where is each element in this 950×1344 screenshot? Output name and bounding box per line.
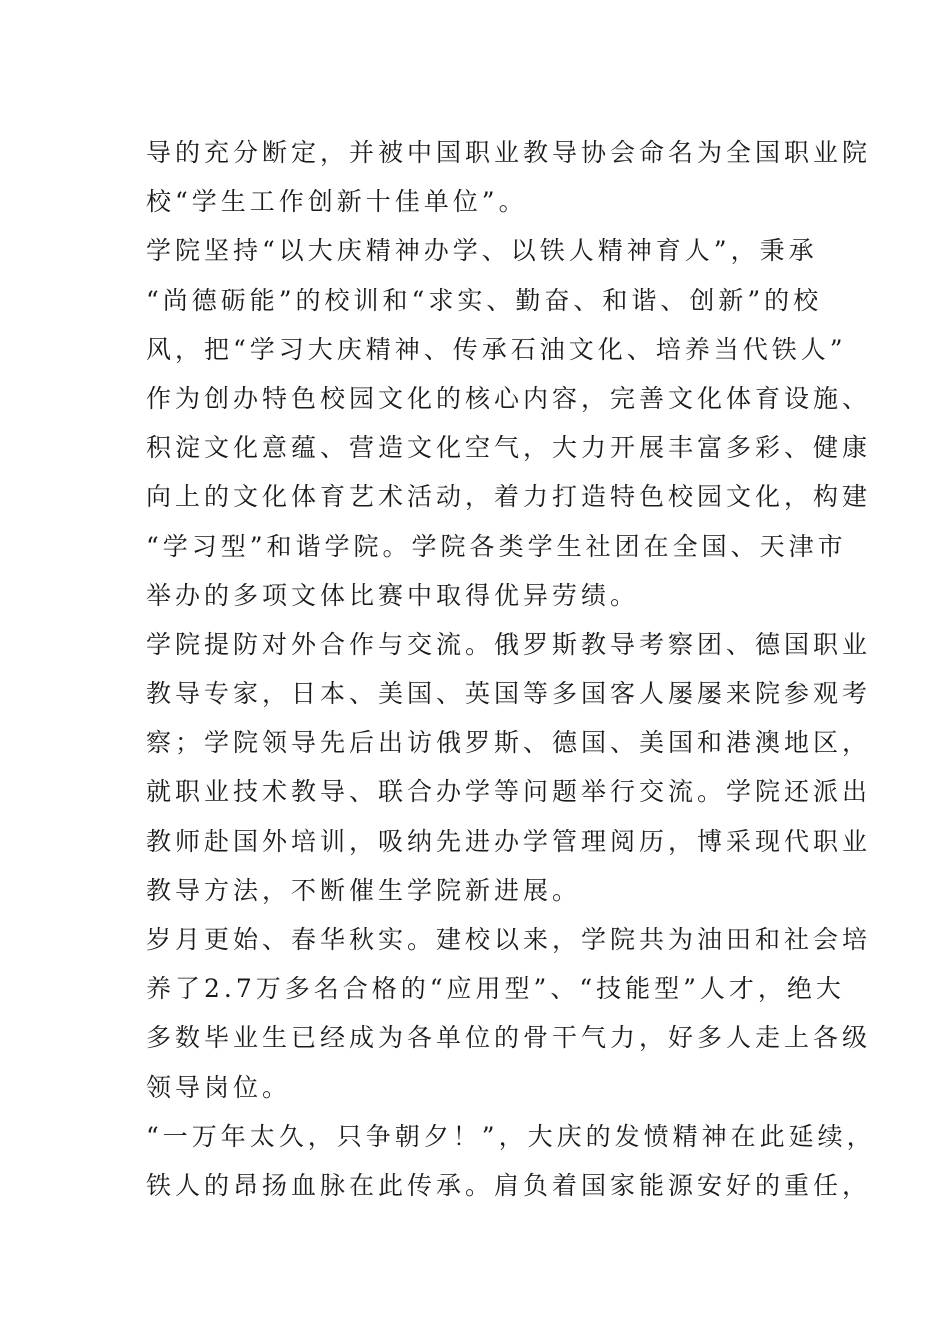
text-line: 导的充分断定，并被中国职业教导协会命名为全国职业院: [146, 138, 872, 167]
paragraph-1: [146, 128, 872, 226]
text-line: 教师赴国外培训，吸纳先进办学管理阅历，博采现代职业: [146, 826, 872, 856]
text-line: 领导岗位。: [146, 1072, 292, 1102]
paragraph-3: [146, 620, 872, 915]
text-line: “一万年太久，只争朝夕！”，大庆的发愤精神在此延续，: [146, 1121, 876, 1151]
text-line: 向上的文化体育艺术活动，着力打造特色校园文化，构建: [146, 482, 872, 512]
document-body: [146, 128, 876, 1210]
text-line: 举办的多项文体比赛中取得优异劳绩。: [146, 580, 640, 610]
text-line: “学习型”和谐学院。学院各类学生社团在全国、天津市: [146, 531, 847, 561]
text-line: 教导专家，日本、美国、英国等多国客人屡屡来院参观考: [146, 679, 872, 709]
text-line: 养了2.7万多名合格的“应用型”、“技能型”人才，绝大: [146, 974, 845, 1004]
text-line: “尚德砺能”的校训和“求实、勤奋、和谐、创新”的校: [146, 285, 823, 315]
text-line: 风，把“学习大庆精神、传承石油文化、培养当代铁人”: [146, 334, 847, 364]
text-line: 校“学生工作创新十佳单位”。: [146, 187, 528, 217]
text-line: 学院提防对外合作与交流。俄罗斯教导考察团、德国职业: [146, 629, 872, 659]
text-line: 岁月更始、春华秋实。建校以来，学院共为油田和社会培: [146, 925, 872, 954]
text-line: 积淀文化意蕴、营造文化空气，大力开展丰富多彩、健康: [146, 433, 872, 463]
text-line: 铁人的昂扬血脉在此传承。肩负着国家能源安好的重任，: [146, 1170, 872, 1200]
text-line: 就职业技术教导、联合办学等问题举行交流。学院还派出: [146, 777, 872, 807]
text-line: 多数毕业生已经成为各单位的骨干气力，好多人走上各级: [146, 1023, 872, 1053]
paragraph-5: [146, 1112, 876, 1210]
paragraph-4: [146, 915, 872, 1112]
text-line: 作为创办特色校园文化的核心内容，完善文化体育设施、: [146, 383, 872, 413]
text-line: 教导方法，不断催生学院新进展。: [146, 875, 582, 905]
text-line: 学院坚持“以大庆精神办学、以铁人精神育人”，秉承: [146, 236, 818, 266]
text-line: 察；学院领导先后出访俄罗斯、德国、美国和港澳地区，: [146, 728, 872, 758]
paragraph-2: [146, 226, 872, 620]
